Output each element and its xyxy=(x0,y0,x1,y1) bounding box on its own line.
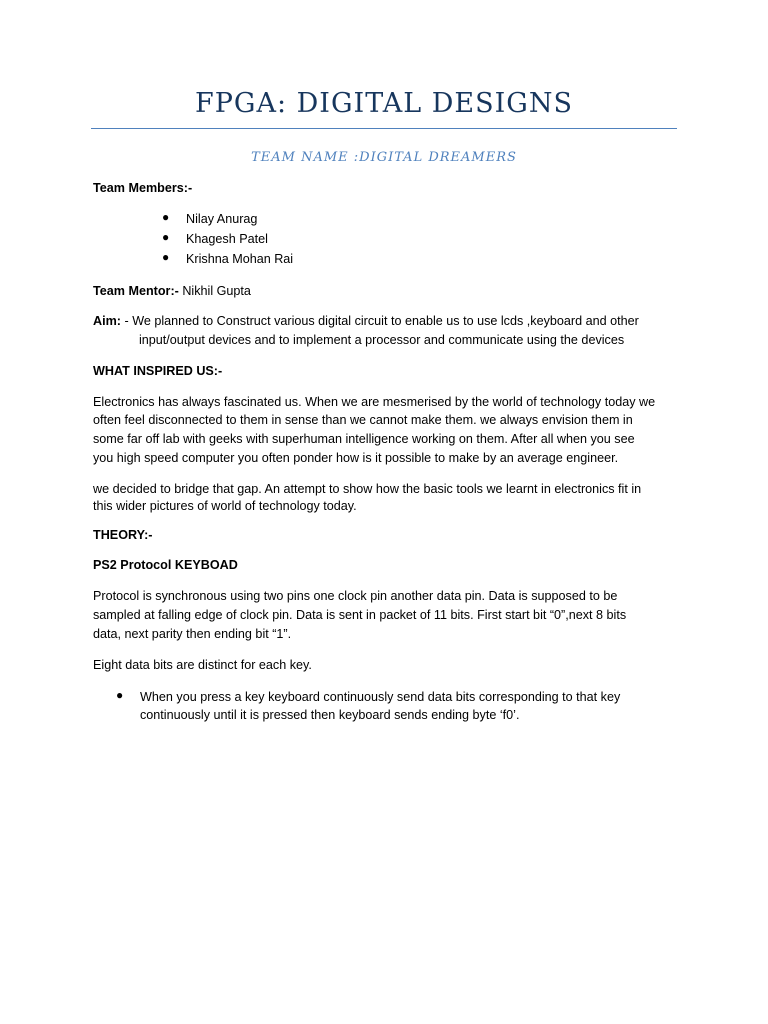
aim-text-2: input/output devices and to implement a processor and communicate using the devices xyxy=(139,333,625,347)
paragraph-line: some far off lab with geeks with superhuman intelligence working on them. After all when you see xyxy=(93,432,635,446)
what-inspired-heading: WHAT INSPIRED US:- xyxy=(93,364,223,378)
paragraph-line: often feel disconnected to them in sense than we cannot make them. we always envision them in xyxy=(93,413,633,427)
team-mentor-name: Nikhil Gupta xyxy=(178,284,251,298)
team-name-subtitle: TEAM NAME :DIGITAL DREAMERS xyxy=(251,150,517,165)
bullet-icon: ● xyxy=(162,250,170,264)
bullet-icon: ● xyxy=(116,688,124,702)
team-mentor-line xyxy=(93,282,683,301)
aim-label: Aim: xyxy=(93,314,121,328)
bullet-icon: ● xyxy=(162,210,170,224)
paragraph-line: Eight data bits are distinct for each key. xyxy=(93,658,312,672)
team-members-label: Team Members:- xyxy=(93,181,193,195)
paragraph-line: this wider pictures of world of technology today. xyxy=(93,499,357,513)
paragraph-line: we decided to bridge that gap. An attempt to show how the basic tools we learnt in electronics fit in xyxy=(93,482,642,496)
theory-heading: THEORY:- xyxy=(93,528,153,542)
title-underline xyxy=(91,128,677,129)
document-title: FPGA: DIGITAL DESIGNS xyxy=(195,88,573,119)
bullet-text: When you press a key keyboard continuously send data bits corresponding to that key xyxy=(140,690,621,704)
bullet-text: continuously until it is pressed then keyboard sends ending byte ‘f0’. xyxy=(140,708,520,722)
paragraph-line: Electronics has always fascinated us. When we are mesmerised by the world of technology today we xyxy=(93,395,656,409)
paragraph-line: Protocol is synchronous using two pins one clock pin another data pin. Data is supposed to be xyxy=(93,589,618,603)
paragraph-line: sampled at falling edge of clock pin. Data is sent in packet of 11 bits. First start bit “0”,next 8 bits xyxy=(93,608,627,622)
member-item: Khagesh Patel xyxy=(186,232,268,246)
ps2-heading: PS2 Protocol KEYBOAD xyxy=(93,558,238,572)
aim-text-1: - We planned to Construct various digital circuit to enable us to use lcds ,keyboard and other xyxy=(121,314,639,328)
team-mentor-label: Team Mentor:- xyxy=(93,284,179,298)
paragraph-line: data, next parity then ending bit “1”. xyxy=(93,627,292,641)
member-item: Krishna Mohan Rai xyxy=(186,252,294,266)
bullet-icon: ● xyxy=(162,230,170,244)
aim-line-1 xyxy=(93,312,683,331)
member-item: Nilay Anurag xyxy=(186,212,258,226)
paragraph-line: you high speed computer you often ponder how is it possible to make by an average engineer. xyxy=(93,451,619,465)
